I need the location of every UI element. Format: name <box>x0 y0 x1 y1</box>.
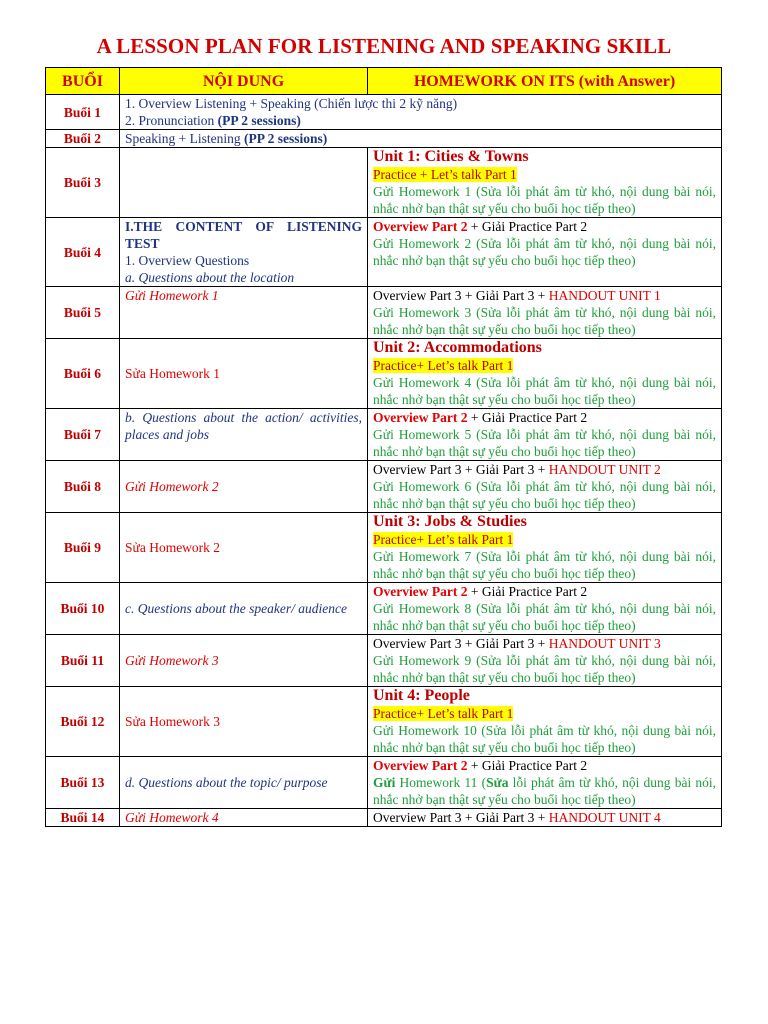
content-bold: (PP 2 sessions) <box>217 113 301 128</box>
session-content <box>120 148 368 218</box>
unit-title: Unit 1: Cities & Towns <box>373 148 529 165</box>
header-noi-dung: NỘI DUNG <box>120 68 368 95</box>
table-row <box>46 287 722 339</box>
session-content: Gửi Homework 4 <box>120 809 368 827</box>
page-title: A LESSON PLAN FOR LISTENING AND SPEAKING SKILL <box>96 34 672 58</box>
overview-text: + Giải Practice Part 2 <box>467 758 588 773</box>
unit-title: Unit 4: People <box>373 687 470 704</box>
session-homework <box>368 148 722 218</box>
session-label: Buổi 14 <box>46 809 120 827</box>
homework-bold: Sửa <box>486 775 509 790</box>
lesson-plan-table <box>45 67 722 827</box>
practice-highlight: Practice + Let’s talk Part 1 <box>373 167 517 182</box>
overview-label: Overview Part 2 <box>373 584 468 599</box>
session-label: Buổi 8 <box>46 461 120 513</box>
session-content: Gửi Homework 3 <box>120 635 368 687</box>
session-homework <box>368 287 722 339</box>
homework-text <box>373 478 716 512</box>
session-content: Sửa Homework 3 <box>120 687 368 757</box>
homework-text <box>373 774 716 808</box>
content-line: a. Questions about the location <box>125 270 295 285</box>
table-row <box>46 409 722 461</box>
session-label: Buổi 2 <box>46 130 120 148</box>
homework-text <box>373 548 716 582</box>
session-label: Buổi 1 <box>46 95 120 130</box>
header-homework: HOMEWORK ON ITS (with Answer) <box>368 68 722 95</box>
practice-line <box>373 166 716 183</box>
homework-label: Gửi Homework 4 <box>373 375 472 390</box>
practice-line <box>373 357 716 374</box>
homework-label: Gửi Homework 5 <box>373 427 472 442</box>
homework-bold: Gửi <box>373 775 396 790</box>
session-homework <box>368 218 722 287</box>
session-content: Sửa Homework 1 <box>120 339 368 409</box>
content-bold: (PP 2 sessions) <box>243 131 328 146</box>
session-homework <box>368 809 722 827</box>
handout-label: HANDOUT UNIT 4 <box>548 810 661 825</box>
session-homework <box>368 583 722 635</box>
handout-label: HANDOUT UNIT 3 <box>548 636 661 651</box>
unit-title: Unit 3: Jobs & Studies <box>373 513 527 530</box>
session-content <box>120 218 368 287</box>
homework-note: (Sửa lỗi phát âm từ khó, nội dung bài nói, nhắc nhở bạn thật sự yếu cho buổi học tiếp theo) <box>373 184 716 216</box>
overview-line <box>373 461 716 478</box>
table-row <box>46 809 722 827</box>
homework-label: Gửi Homework 1 <box>373 184 472 199</box>
overview-line <box>373 809 716 826</box>
homework-label: Gửi Homework 6 <box>373 479 472 494</box>
homework-note: (Sửa lỗi phát âm từ khó, nội dung bài nói, nhắc nhở bạn thật sự yếu cho buổi học tiếp theo) <box>373 601 716 633</box>
table-row <box>46 461 722 513</box>
session-content: b. Questions about the action/ activities, places and jobs <box>120 409 368 461</box>
session-content: Sửa Homework 2 <box>120 513 368 583</box>
overview-line <box>373 635 716 652</box>
section-heading: I.THE CONTENT OF LISTENING TEST <box>125 219 362 251</box>
homework-note: (Sửa lỗi phát âm từ khó, nội dung bài nói, nhắc nhở bạn thật sự yếu cho buổi học tiếp theo) <box>373 305 716 337</box>
homework-text <box>373 183 716 217</box>
overview-line <box>373 757 716 774</box>
overview-text: + Giải Practice Part 2 <box>467 584 588 599</box>
homework-text <box>373 426 716 460</box>
header-buoi: BUỔI <box>46 68 120 95</box>
homework-label: Gửi Homework 10 <box>373 723 477 738</box>
session-homework <box>368 339 722 409</box>
content-line: 1. Overview Questions <box>125 253 250 268</box>
overview-line <box>373 218 716 235</box>
homework-text <box>373 235 716 269</box>
table-row <box>46 757 722 809</box>
practice-line <box>373 531 716 548</box>
overview-text: Overview Part 3 + Giải Part 3 + <box>373 288 549 303</box>
session-label: Buổi 7 <box>46 409 120 461</box>
session-homework <box>368 513 722 583</box>
table-row <box>46 687 722 757</box>
overview-line <box>373 409 716 426</box>
table-row <box>46 583 722 635</box>
homework-note: (Sửa lỗi phát âm từ khó, nội dung bài nói, nhắc nhở bạn thật sự yếu cho buổi học tiếp theo) <box>373 653 716 685</box>
table-row <box>46 513 722 583</box>
table-row <box>46 218 722 287</box>
session-label: Buổi 13 <box>46 757 120 809</box>
table-header-row <box>46 68 722 95</box>
homework-note: (Sửa lỗi phát âm từ khó, nội dung bài nói, nhắc nhở bạn thật sự yếu cho buổi học tiếp theo) <box>373 723 716 755</box>
session-homework <box>368 757 722 809</box>
session-homework <box>368 409 722 461</box>
content-text: 2. Pronunciation <box>125 113 218 128</box>
homework-label: Gửi Homework 9 <box>373 653 472 668</box>
session-label: Buổi 3 <box>46 148 120 218</box>
practice-highlight: Practice+ Let’s talk Part 1 <box>373 358 514 373</box>
session-content: Gửi Homework 2 <box>120 461 368 513</box>
homework-text <box>373 304 716 338</box>
homework-label: Gửi Homework 2 <box>373 236 472 251</box>
homework-label: Gửi Homework 8 <box>373 601 472 616</box>
overview-text: + Giải Practice Part 2 <box>467 219 588 234</box>
session-homework <box>368 461 722 513</box>
content-line <box>125 112 716 129</box>
session-label: Buổi 12 <box>46 687 120 757</box>
overview-text: Overview Part 3 + Giải Part 3 + <box>373 636 549 651</box>
session-label: Buổi 9 <box>46 513 120 583</box>
table-row <box>46 95 722 130</box>
overview-text: Overview Part 3 + Giải Part 3 + <box>373 462 549 477</box>
session-homework <box>368 635 722 687</box>
session-label: Buổi 10 <box>46 583 120 635</box>
homework-text <box>373 600 716 634</box>
homework-label: Homework 11 ( <box>395 775 487 790</box>
homework-text <box>373 722 716 756</box>
overview-label: Overview Part 2 <box>373 758 468 773</box>
handout-label: HANDOUT UNIT 2 <box>548 462 661 477</box>
content-text: Speaking + Listening <box>125 131 244 146</box>
homework-text <box>373 374 716 408</box>
session-content <box>120 130 722 148</box>
session-content: c. Questions about the speaker/ audience <box>120 583 368 635</box>
homework-label: Gửi Homework 3 <box>373 305 472 320</box>
homework-note: (Sửa lỗi phát âm từ khó, nội dung bài nói, nhắc nhở bạn thật sự yếu cho buổi học tiếp theo) <box>373 236 716 268</box>
session-homework <box>368 687 722 757</box>
homework-note: (Sửa lỗi phát âm từ khó, nội dung bài nói, nhắc nhở bạn thật sự yếu cho buổi học tiếp theo) <box>373 549 716 581</box>
homework-note: (Sửa lỗi phát âm từ khó, nội dung bài nói, nhắc nhở bạn thật sự yếu cho buổi học tiếp theo) <box>373 479 716 511</box>
practice-highlight: Practice+ Let’s talk Part 1 <box>373 532 514 547</box>
handout-label: HANDOUT UNIT 1 <box>548 288 661 303</box>
unit-title: Unit 2: Accommodations <box>373 339 542 356</box>
session-content: Gửi Homework 1 <box>120 287 368 339</box>
session-label: Buổi 6 <box>46 339 120 409</box>
overview-text: + Giải Practice Part 2 <box>467 410 588 425</box>
homework-note: lỗi phát âm từ khó, nội dung bài nói, nhắc nhở bạn thật sự yếu cho buổi học tiếp theo) <box>373 775 716 807</box>
table-row <box>46 130 722 148</box>
practice-line <box>373 705 716 722</box>
table-row <box>46 339 722 409</box>
table-row <box>46 148 722 218</box>
session-label: Buổi 4 <box>46 218 120 287</box>
practice-highlight: Practice+ Let’s talk Part 1 <box>373 706 514 721</box>
content-line: 1. Overview Listening + Speaking (Chiến lược thi 2 kỹ năng) <box>125 96 458 111</box>
homework-label: Gửi Homework 7 <box>373 549 472 564</box>
session-label: Buổi 5 <box>46 287 120 339</box>
overview-line <box>373 287 716 304</box>
homework-note: (Sửa lỗi phát âm từ khó, nội dung bài nói, nhắc nhở bạn thật sự yếu cho buổi học tiếp theo) <box>373 427 716 459</box>
homework-text <box>373 652 716 686</box>
session-content <box>120 95 722 130</box>
overview-line <box>373 583 716 600</box>
overview-text: Overview Part 3 + Giải Part 3 + <box>373 810 549 825</box>
session-content: d. Questions about the topic/ purpose <box>120 757 368 809</box>
homework-note: (Sửa lỗi phát âm từ khó, nội dung bài nói, nhắc nhở bạn thật sự yếu cho buổi học tiếp theo) <box>373 375 716 407</box>
session-label: Buổi 11 <box>46 635 120 687</box>
table-row <box>46 635 722 687</box>
overview-label: Overview Part 2 <box>373 219 468 234</box>
overview-label: Overview Part 2 <box>373 410 468 425</box>
